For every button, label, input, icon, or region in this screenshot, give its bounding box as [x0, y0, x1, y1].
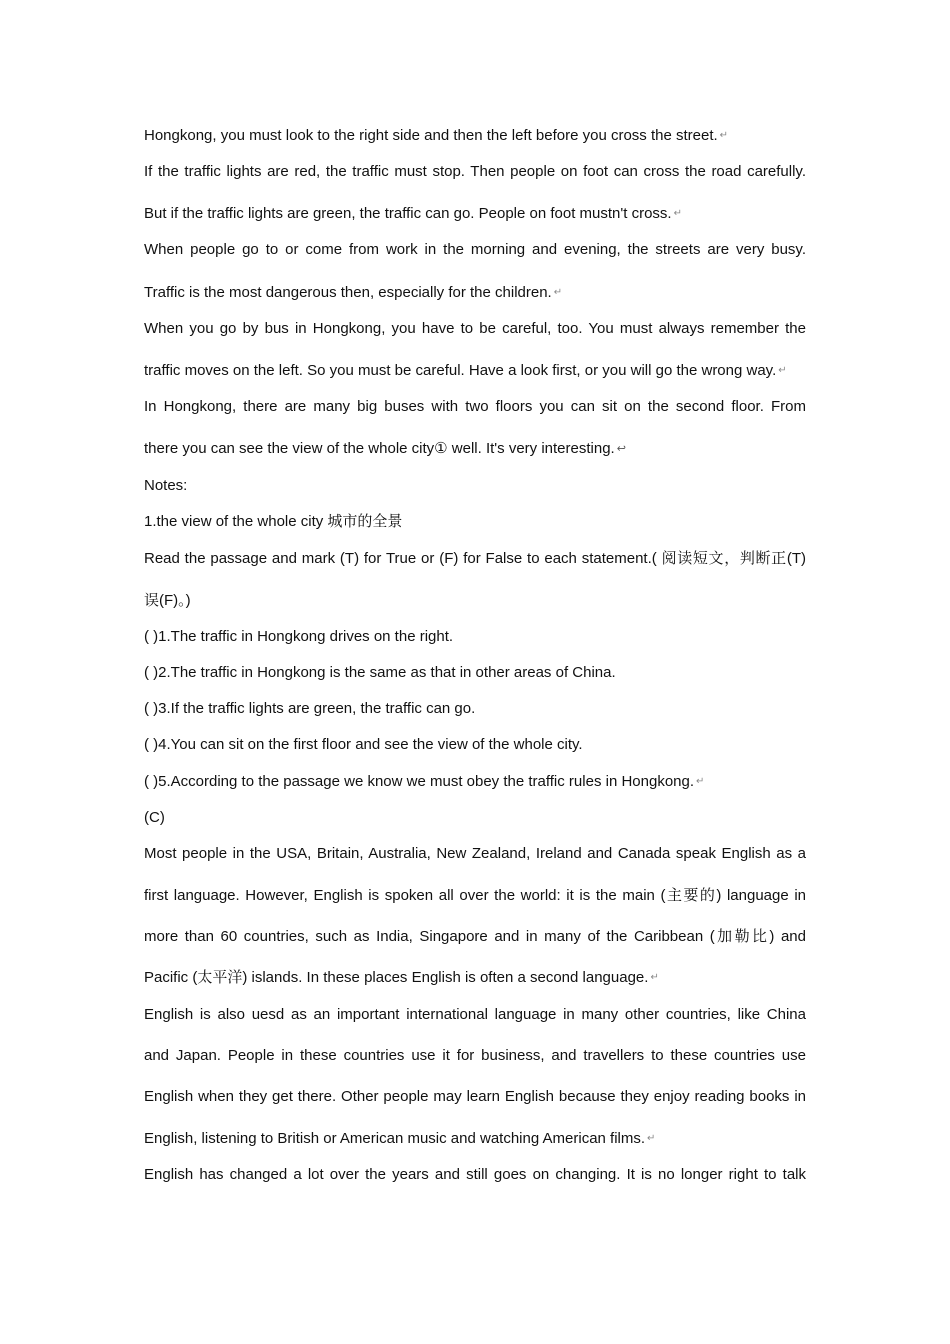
passage-c-line-8: English, listening to British or American music and watching American films. ↵	[144, 1129, 806, 1149]
question-2: ( )2.The traffic in Hongkong is the same as that in other areas of China.	[144, 664, 616, 681]
instruction-line-2: 误(F)。)	[144, 592, 191, 609]
passage-c-line-5: English is also uesd as an important international language in many other countries, like China	[144, 1006, 806, 1023]
paragraph-mark-icon: ↵	[719, 130, 729, 142]
question-5: ( )5.According to the passage we know we must obey the traffic rules in Hongkong. ↵	[144, 772, 806, 792]
note-1: 1.the view of the whole city 城市的全景	[144, 513, 403, 530]
passage-b-line-8: In Hongkong, there are many big buses with two floors you can sit on the second floor. From	[144, 398, 806, 415]
paragraph-mark-icon: ↵	[696, 776, 705, 788]
end-mark-icon: ↩	[616, 443, 626, 456]
passage-b-line-1: Hongkong, you must look to the right side and then the left before you cross the street. ↵	[144, 126, 806, 146]
passage-c-line-1: Most people in the USA, Britain, Australia, New Zealand, Ireland and Canada speak English as a	[144, 845, 806, 862]
passage-b-line-2: If the traffic lights are red, the traffic must stop. Then people on foot can cross the road carefully.	[144, 163, 806, 180]
notes-heading: Notes:	[144, 477, 188, 494]
paragraph-mark-icon: ↵	[650, 972, 659, 984]
question-3: ( )3.If the traffic lights are green, the traffic can go.	[144, 700, 476, 717]
passage-c-heading: (C)	[144, 809, 165, 826]
instruction-line-1: Read the passage and mark (T) for True or (F) for False to each statement.( 阅读短文，判断正(T)	[144, 550, 806, 567]
paragraph-mark-icon: ↵	[553, 287, 563, 299]
passage-b-line-9: there you can see the view of the whole city① well. It's very interesting. ↩	[144, 439, 806, 459]
passage-c-line-4: Pacific (太平洋) islands. In these places English is often a second language. ↵	[144, 968, 806, 988]
passage-b-line-5: Traffic is the most dangerous then, especially for the children. ↵	[144, 283, 806, 303]
passage-c-line-7: English when they get there. Other people may learn English because they enjoy reading books in	[144, 1088, 806, 1105]
passage-b-line-4: When people go to or come from work in the morning and evening, the streets are very busy.	[144, 241, 806, 258]
paragraph-mark-icon: ↵	[673, 208, 682, 220]
passage-c-line-9: English has changed a lot over the years and still goes on changing. It is no longer right to talk	[144, 1166, 806, 1183]
passage-b-line-3: But if the traffic lights are green, the traffic can go. People on foot mustn't cross. ↵	[144, 204, 806, 224]
passage-b-line-7: traffic moves on the left. So you must be careful. Have a look first, or you will go the wrong way. ↵	[144, 361, 806, 381]
passage-c-line-6: and Japan. People in these countries use it for business, and travellers to these countries use	[144, 1047, 806, 1064]
passage-c-line-3: more than 60 countries, such as India, Singapore and in many of the Caribbean (加勒比) and	[144, 928, 806, 945]
passage-b-line-6: When you go by bus in Hongkong, you have to be careful, too. You must always remember the	[144, 320, 806, 337]
passage-c-line-2: first language. However, English is spoken all over the world: it is the main (主要的) language in	[144, 887, 806, 904]
question-1: ( )1.The traffic in Hongkong drives on the right.	[144, 628, 454, 645]
paragraph-mark-icon: ↵	[647, 1133, 656, 1145]
paragraph-mark-icon: ↵	[778, 365, 787, 377]
question-4: ( )4.You can sit on the first floor and see the view of the whole city.	[144, 736, 583, 753]
